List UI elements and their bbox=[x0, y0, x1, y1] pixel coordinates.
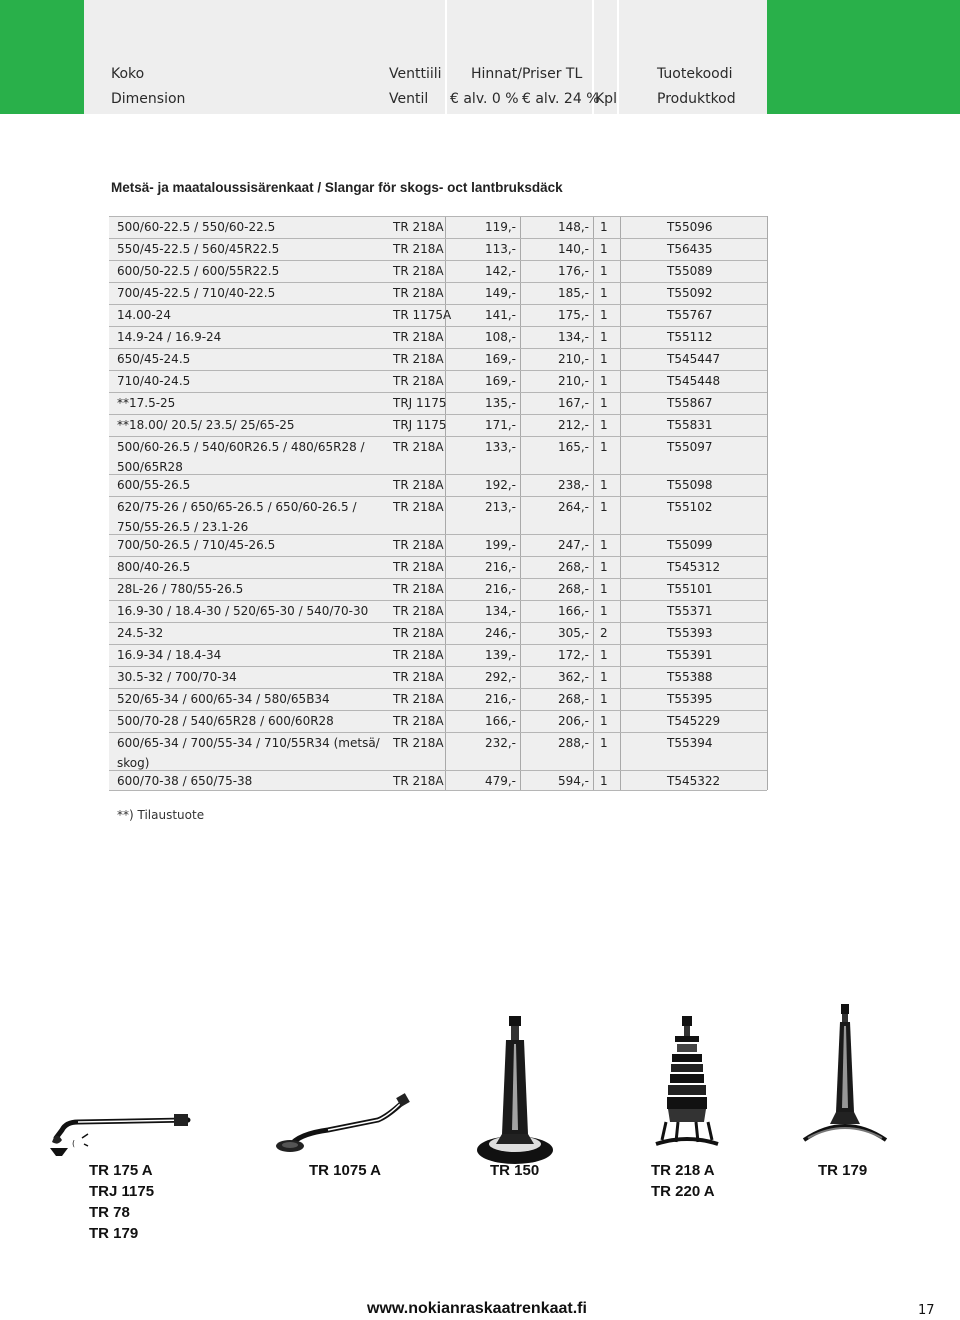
table-cell-qty: 2 bbox=[600, 626, 608, 640]
table-cell-p0: 171,- bbox=[484, 418, 516, 432]
table-cell-valve: TR 218A bbox=[393, 286, 444, 300]
header-alv0: € alv. 0 % bbox=[450, 91, 519, 107]
table-cell-code: T545447 bbox=[667, 352, 721, 366]
table-cell-p0: 141,- bbox=[484, 308, 516, 322]
table-cell-size: 520/65-34 / 600/65-34 / 580/65B34 bbox=[117, 692, 330, 706]
table-cell-qty: 1 bbox=[600, 418, 608, 432]
table-cell-code: T55102 bbox=[667, 500, 713, 514]
valve-label: TRJ 1175 bbox=[89, 1183, 155, 1200]
valve-label-group-3 bbox=[490, 1160, 539, 1181]
website-link[interactable]: www.nokianraskaatrenkaat.fi bbox=[367, 1300, 587, 1317]
valve-label-group-2 bbox=[309, 1160, 381, 1181]
table-cell-p0: 135,- bbox=[484, 396, 516, 410]
table-cell-size: 710/40-24.5 bbox=[117, 374, 191, 388]
table-cell-qty: 1 bbox=[600, 396, 608, 410]
table-cell-valve: TR 218A bbox=[393, 560, 444, 574]
table-cell-p24: 238,- bbox=[557, 478, 589, 492]
header-separator bbox=[617, 0, 619, 114]
table-cell-p0: 232,- bbox=[484, 736, 516, 750]
table-cell-valve: TR 218A bbox=[393, 330, 444, 344]
header-venttiili: Venttiili bbox=[389, 66, 442, 82]
table-cell-size: 600/65-34 / 700/55-34 / 710/55R34 (metsä/ skog) bbox=[117, 736, 380, 770]
table-cell-size: 600/70-38 / 650/75-38 bbox=[117, 774, 253, 788]
table-cell-valve: TR 218A bbox=[393, 440, 444, 454]
table-cell-qty: 1 bbox=[600, 374, 608, 388]
table-cell-valve: TR 218A bbox=[393, 500, 444, 514]
table-cell-size: 16.9-34 / 18.4-34 bbox=[117, 648, 222, 662]
table-cell-code: T55096 bbox=[667, 220, 713, 234]
table-cell-p0: 216,- bbox=[484, 582, 516, 596]
table-cell-valve: TR 218A bbox=[393, 648, 444, 662]
table-cell-valve: TR 218A bbox=[393, 736, 444, 750]
table-cell-p0: 139,- bbox=[484, 648, 516, 662]
table-cell-valve: TR 218A bbox=[393, 626, 444, 640]
valve-label-group-5 bbox=[818, 1160, 867, 1181]
table-cell-valve: TR 218A bbox=[393, 774, 444, 788]
header-ventil: Ventil bbox=[389, 91, 429, 107]
valve-label: TR 218 A bbox=[651, 1162, 715, 1179]
table-cell-p24: 166,- bbox=[557, 604, 589, 618]
table-cell-qty: 1 bbox=[600, 560, 608, 574]
valve-label: TR 179 bbox=[89, 1225, 139, 1242]
header-tuotekoodi: Tuotekoodi bbox=[657, 66, 733, 82]
table-cell-code: T55394 bbox=[667, 736, 713, 750]
valve-label: TR 179 bbox=[818, 1162, 868, 1179]
table-cell-code: T55099 bbox=[667, 538, 713, 552]
valve-label-group-1 bbox=[89, 1160, 154, 1244]
table-cell-p24: 148,- bbox=[557, 220, 589, 234]
table-cell-size: 14.9-24 / 16.9-24 bbox=[117, 330, 222, 344]
table-cell-code: T55101 bbox=[667, 582, 713, 596]
table-column-divider bbox=[620, 216, 621, 790]
table-cell-size: 500/60-26.5 / 540/60R26.5 / 480/65R28 / 500/65R28 bbox=[117, 440, 365, 474]
table-cell-qty: 1 bbox=[600, 582, 608, 596]
table-cell-p0: 119,- bbox=[484, 220, 516, 234]
table-cell-code: T55089 bbox=[667, 264, 713, 278]
valve-tr179-image bbox=[800, 1000, 890, 1160]
table-cell-p24: 206,- bbox=[557, 714, 589, 728]
header-produktkod: Produktkod bbox=[657, 91, 736, 107]
table-cell-qty: 1 bbox=[600, 604, 608, 618]
valve-tr175a-image bbox=[48, 1100, 198, 1160]
header-koko: Koko bbox=[111, 66, 145, 82]
table-cell-p0: 108,- bbox=[484, 330, 516, 344]
table-cell-qty: 1 bbox=[600, 714, 608, 728]
table-cell-valve: TR 218A bbox=[393, 352, 444, 366]
table-cell-p24: 247,- bbox=[557, 538, 589, 552]
header-dimension: Dimension bbox=[111, 91, 186, 107]
table-cell-valve: TR 218A bbox=[393, 220, 444, 234]
table-cell-p0: 166,- bbox=[484, 714, 516, 728]
table-cell-p24: 165,- bbox=[557, 440, 589, 454]
header-kpl: Kpl bbox=[595, 91, 617, 107]
table-column-divider bbox=[767, 216, 768, 790]
header-alv24: € alv. 24 % bbox=[522, 91, 600, 107]
table-cell-qty: 1 bbox=[600, 736, 608, 750]
table-cell-size: 14.00-24 bbox=[117, 308, 171, 322]
table-cell-size: 500/60-22.5 / 550/60-22.5 bbox=[117, 220, 276, 234]
table-cell-p24: 305,- bbox=[557, 626, 589, 640]
table-cell-qty: 1 bbox=[600, 440, 608, 454]
table-cell-code: T55767 bbox=[667, 308, 713, 322]
table-cell-code: T545312 bbox=[667, 560, 721, 574]
table-cell-valve: TR 218A bbox=[393, 714, 444, 728]
header-hinnat: Hinnat/Priser TL bbox=[471, 66, 583, 82]
table-cell-p0: 149,- bbox=[484, 286, 516, 300]
right-green-bar bbox=[767, 0, 960, 114]
footnote: **) Tilaustuote bbox=[117, 808, 205, 822]
table-cell-p24: 268,- bbox=[557, 560, 589, 574]
table-cell-valve: TR 218A bbox=[393, 242, 444, 256]
table-cell-qty: 1 bbox=[600, 286, 608, 300]
table-cell-p0: 199,- bbox=[484, 538, 516, 552]
table-cell-size: 650/45-24.5 bbox=[117, 352, 191, 366]
table-cell-p24: 594,- bbox=[557, 774, 589, 788]
table-cell-size: 28L-26 / 780/55-26.5 bbox=[117, 582, 244, 596]
table-cell-size: 600/50-22.5 / 600/55R22.5 bbox=[117, 264, 280, 278]
table-cell-p0: 213,- bbox=[484, 500, 516, 514]
table-cell-p24: 288,- bbox=[557, 736, 589, 750]
table-cell-p0: 134,- bbox=[484, 604, 516, 618]
table-cell-valve: TRJ 1175 bbox=[393, 396, 447, 410]
table-cell-qty: 1 bbox=[600, 264, 608, 278]
table-cell-valve: TR 218A bbox=[393, 670, 444, 684]
table-cell-p24: 268,- bbox=[557, 692, 589, 706]
table-cell-code: T55388 bbox=[667, 670, 713, 684]
table-cell-p24: 268,- bbox=[557, 582, 589, 596]
table-cell-valve: TR 218A bbox=[393, 538, 444, 552]
table-cell-p0: 133,- bbox=[484, 440, 516, 454]
table-cell-p24: 210,- bbox=[557, 352, 589, 366]
table-cell-qty: 1 bbox=[600, 538, 608, 552]
svg-text:(: ( bbox=[72, 1139, 76, 1148]
header-separator bbox=[445, 0, 447, 114]
table-cell-code: T56435 bbox=[667, 242, 713, 256]
table-cell-qty: 1 bbox=[600, 242, 608, 256]
table-cell-valve: TR 1175A bbox=[393, 308, 452, 322]
table-cell-qty: 1 bbox=[600, 330, 608, 344]
table-cell-qty: 1 bbox=[600, 308, 608, 322]
valve-tr218a-image bbox=[642, 1012, 732, 1167]
table-cell-p0: 192,- bbox=[484, 478, 516, 492]
table-column-divider bbox=[593, 216, 594, 790]
table-cell-p0: 292,- bbox=[484, 670, 516, 684]
table-cell-valve: TR 218A bbox=[393, 692, 444, 706]
table-cell-valve: TR 218A bbox=[393, 604, 444, 618]
table-cell-qty: 1 bbox=[600, 648, 608, 662]
table-cell-p24: 362,- bbox=[557, 670, 589, 684]
table-cell-valve: TR 218A bbox=[393, 374, 444, 388]
table-cell-size: 500/70-28 / 540/65R28 / 600/60R28 bbox=[117, 714, 334, 728]
table-cell-code: T55867 bbox=[667, 396, 713, 410]
table-cell-valve: TR 218A bbox=[393, 582, 444, 596]
table-cell-code: T545322 bbox=[667, 774, 721, 788]
table-cell-qty: 1 bbox=[600, 500, 608, 514]
table-cell-qty: 1 bbox=[600, 774, 608, 788]
valve-label: TR 1075 A bbox=[309, 1162, 381, 1179]
table-cell-p0: 246,- bbox=[484, 626, 516, 640]
table-cell-p0: 479,- bbox=[484, 774, 516, 788]
table-cell-qty: 1 bbox=[600, 352, 608, 366]
valve-label-group-4 bbox=[651, 1160, 715, 1202]
valve-label: TR 150 bbox=[490, 1162, 540, 1179]
table-cell-code: T55092 bbox=[667, 286, 713, 300]
table-cell-size: 800/40-26.5 bbox=[117, 560, 191, 574]
table-cell-qty: 1 bbox=[600, 478, 608, 492]
table-cell-p24: 176,- bbox=[557, 264, 589, 278]
table-cell-size: 700/45-22.5 / 710/40-22.5 bbox=[117, 286, 276, 300]
left-green-bar bbox=[0, 0, 84, 114]
valve-tr150-image bbox=[470, 1012, 560, 1167]
table-cell-size: **18.00/ 20.5/ 23.5/ 25/65-25 bbox=[117, 418, 295, 432]
table-cell-code: T55391 bbox=[667, 648, 713, 662]
section-title: Metsä- ja maataloussisärenkaat / Slangar för skogs- oct lantbruksdäck bbox=[111, 180, 563, 195]
table-cell-p24: 172,- bbox=[557, 648, 589, 662]
table-cell-p24: 140,- bbox=[557, 242, 589, 256]
table-cell-code: T545229 bbox=[667, 714, 721, 728]
table-cell-size: 24.5-32 bbox=[117, 626, 164, 640]
valve-label: TR 220 A bbox=[651, 1183, 715, 1200]
table-cell-p24: 212,- bbox=[557, 418, 589, 432]
table-cell-size: **17.5-25 bbox=[117, 396, 176, 410]
page-number: 17 bbox=[918, 1303, 935, 1318]
table-cell-qty: 1 bbox=[600, 692, 608, 706]
table-cell-qty: 1 bbox=[600, 220, 608, 234]
table-cell-p24: 134,- bbox=[557, 330, 589, 344]
table-cell-size: 600/55-26.5 bbox=[117, 478, 191, 492]
valve-label: TR 78 bbox=[89, 1204, 130, 1221]
table-cell-code: T55112 bbox=[667, 330, 713, 344]
table-cell-p0: 142,- bbox=[484, 264, 516, 278]
table-cell-p24: 185,- bbox=[557, 286, 589, 300]
table-cell-valve: TRJ 1175 bbox=[393, 418, 447, 432]
table-cell-code: T55395 bbox=[667, 692, 713, 706]
table-cell-code: T55098 bbox=[667, 478, 713, 492]
table-cell-code: T55393 bbox=[667, 626, 713, 640]
table-cell-p24: 175,- bbox=[557, 308, 589, 322]
table-cell-valve: TR 218A bbox=[393, 264, 444, 278]
valve-tr1075a-image bbox=[268, 1090, 428, 1160]
table-cell-code: T55831 bbox=[667, 418, 713, 432]
table-cell-p24: 167,- bbox=[557, 396, 589, 410]
table-cell-qty: 1 bbox=[600, 670, 608, 684]
table-cell-size: 550/45-22.5 / 560/45R22.5 bbox=[117, 242, 280, 256]
table-cell-p0: 169,- bbox=[484, 374, 516, 388]
table-cell-code: T545448 bbox=[667, 374, 721, 388]
table-cell-p0: 216,- bbox=[484, 560, 516, 574]
table-cell-p0: 113,- bbox=[484, 242, 516, 256]
table-cell-p24: 264,- bbox=[557, 500, 589, 514]
table-cell-size: 30.5-32 / 700/70-34 bbox=[117, 670, 237, 684]
table-cell-code: T55097 bbox=[667, 440, 713, 454]
table-cell-size: 620/75-26 / 650/65-26.5 / 650/60-26.5 / 750/55-26.5 / 23.1-26 bbox=[117, 500, 357, 534]
table-cell-size: 700/50-26.5 / 710/45-26.5 bbox=[117, 538, 276, 552]
table-cell-size: 16.9-30 / 18.4-30 / 520/65-30 / 540/70-30 bbox=[117, 604, 369, 618]
table-cell-code: T55371 bbox=[667, 604, 713, 618]
table-cell-valve: TR 218A bbox=[393, 478, 444, 492]
table-cell-p0: 169,- bbox=[484, 352, 516, 366]
table-cell-p0: 216,- bbox=[484, 692, 516, 706]
table-cell-p24: 210,- bbox=[557, 374, 589, 388]
valve-label: TR 175 A bbox=[89, 1162, 153, 1179]
